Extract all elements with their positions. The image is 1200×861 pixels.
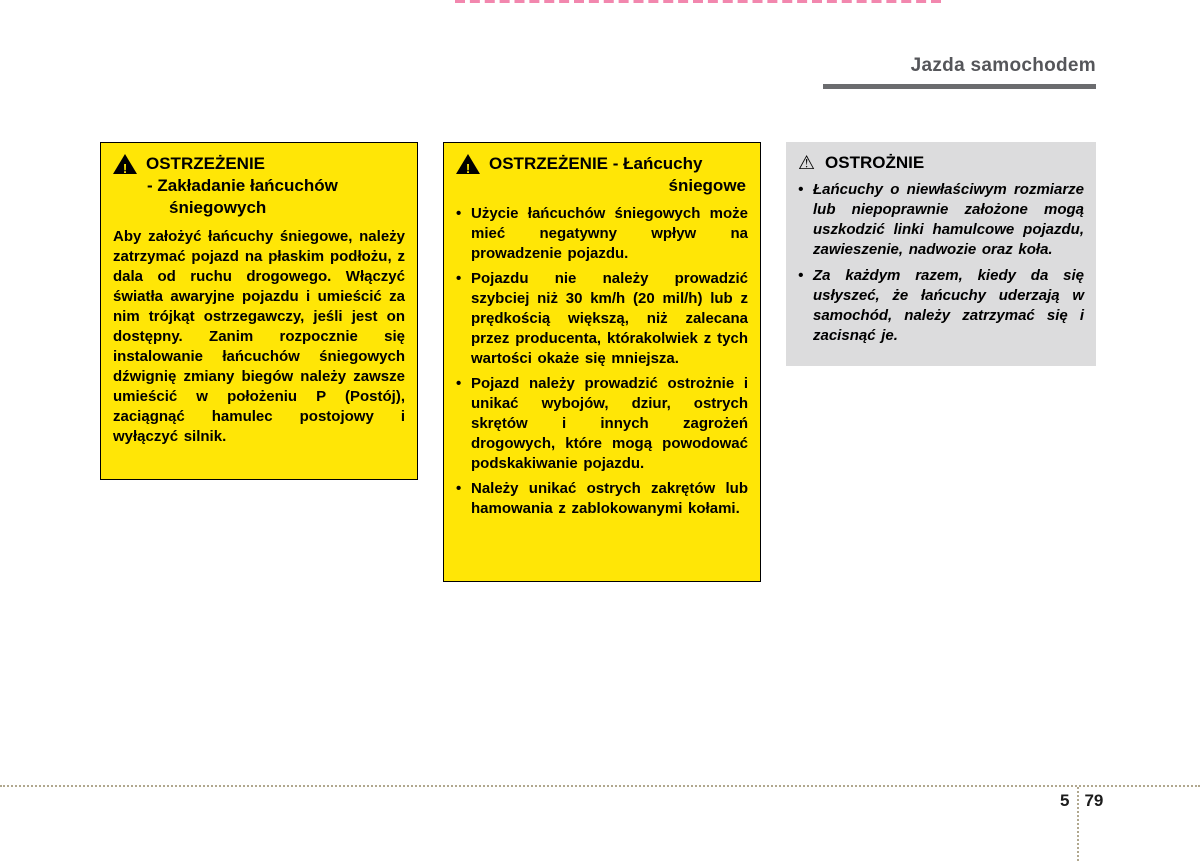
warning-body: Aby założyć łańcuchy śniegowe, należy zatrzymać pojazd na płaskim podłożu, z dala od ruchu drogowego. Włączyć światła awaryjne pojazdu i umieścić za nim trójkąt ostrzegawczy, jeśli jest on dostępny. Zanim rozpocznie się instalowanie łańcuchów śniegowych dźwignię zmiany biegów należy zawsze umieścić w położeniu P (Postój), zaciągnąć hamulec postojowy i wyłączyć silnik. <box>113 228 405 445</box>
warning-box-snow-chain-install <box>100 142 418 480</box>
list-item <box>798 266 1084 346</box>
warning-bullet-list <box>456 204 748 519</box>
warning-triangle-icon <box>113 154 137 174</box>
bullet-dot: • <box>798 181 804 198</box>
list-item <box>456 374 748 474</box>
warning-title-line2: śniegowe <box>668 176 746 195</box>
list-item <box>456 269 748 369</box>
list-item-text: Łańcuchy o niewłaściwym rozmiarze lub niepoprawnie założone mogą uszkodzić linki hamulcowe pojazdu, zawieszenie, nadwozie oraz koła. <box>813 181 1084 258</box>
warning-triangle-shape <box>113 154 137 174</box>
page-title: Jazda samochodem <box>910 55 1096 76</box>
list-item-text: Pojazdu nie należy prowadzić szybciej niż 30 km/h (20 mil/h) lub z prędkością większą, niż zalecana przez producenta, którakolwiek z tych wartości okaże się mniejsza. <box>471 270 748 367</box>
page-number: 79 <box>1084 791 1104 810</box>
warning-triangle-shape <box>456 154 480 174</box>
section-number: 5 <box>1060 791 1070 810</box>
list-item <box>798 180 1084 260</box>
bullet-dot: • <box>456 375 462 392</box>
caution-bullet-list <box>798 180 1084 346</box>
bullet-dot: • <box>456 480 462 497</box>
warning-triangle-icon <box>456 154 480 174</box>
header-rule <box>823 84 1096 89</box>
caution-title-row <box>798 152 1084 174</box>
list-item-text: Za każdym razem, kiedy da się usłyszeć, że łańcuchy uderzają w samochód, należy zatrzymać się i zacisnąć je. <box>813 267 1084 344</box>
list-item <box>456 204 748 264</box>
warning-title: OSTRZEŻENIE <box>146 154 266 173</box>
list-item <box>456 479 748 519</box>
list-item-text: Pojazd należy prowadzić ostrożnie i unikać wybojów, dziur, ostrych skrętów i innych zagrożeń drogowych, które mogą powodować podskakiwanie pojazdu. <box>471 375 748 472</box>
warning-title-row <box>456 153 748 175</box>
bullet-dot: • <box>456 270 462 287</box>
list-item-text: Użycie łańcuchów śniegowych może mieć negatywny wpływ na prowadzenie pojazdu. <box>471 205 748 262</box>
page-folio <box>1060 791 1103 811</box>
warning-title-row <box>113 153 405 175</box>
crop-mark-top <box>455 0 941 3</box>
bullet-dot: • <box>456 205 462 222</box>
caution-box <box>786 142 1096 366</box>
warning-subtitle-line2: śniegowych <box>169 198 267 217</box>
list-item-text: Należy unikać ostrych zakrętów lub hamowania z zablokowanymi kołami. <box>471 480 748 517</box>
caution-triangle-icon <box>798 154 815 173</box>
warning-title: OSTRZEŻENIE - Łańcuchy <box>489 154 703 173</box>
warning-subtitle-line1: - Zakładanie łańcuchów <box>147 176 338 195</box>
footer-dotted-rule <box>0 785 1200 787</box>
bullet-dot: • <box>798 267 804 284</box>
warning-box-snow-chains <box>443 142 761 582</box>
caution-title: OSTROŻNIE <box>825 153 925 172</box>
